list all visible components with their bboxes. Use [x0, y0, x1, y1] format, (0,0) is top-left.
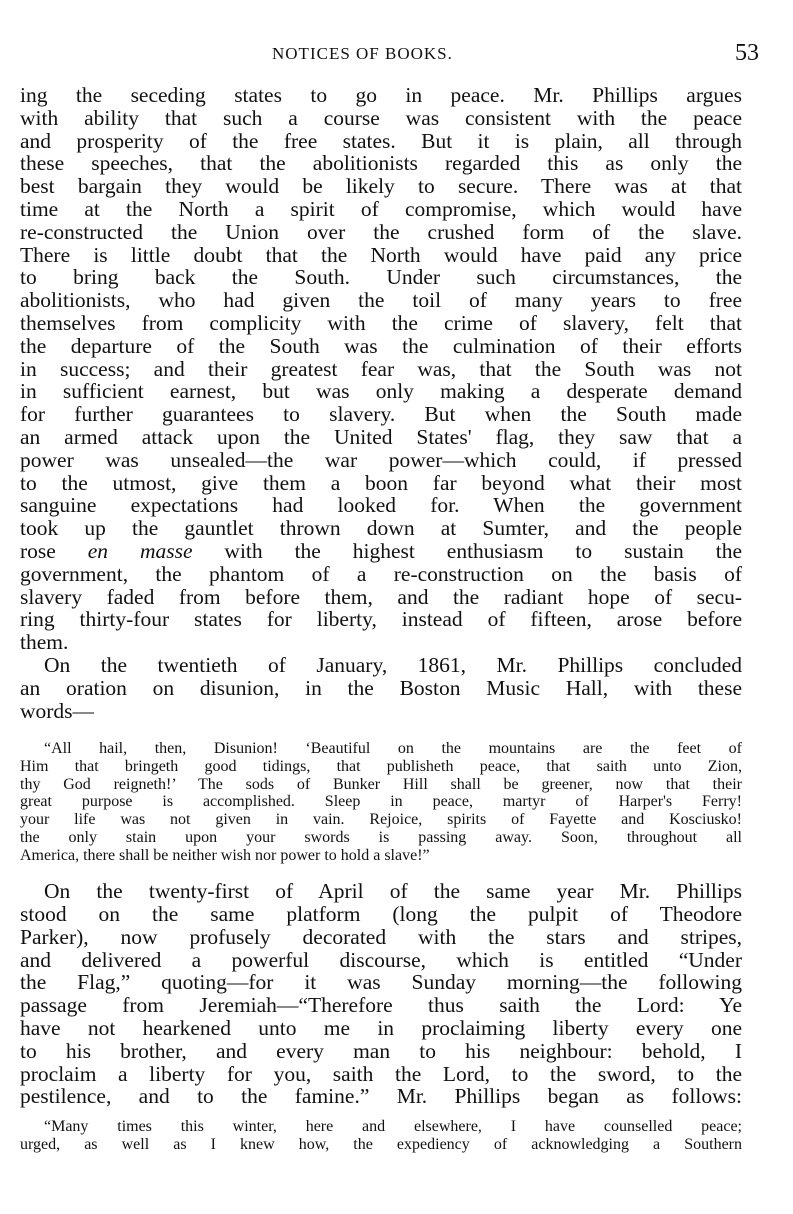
text-line: stood on the same platform (long the pulpit of Theodore: [20, 902, 742, 927]
quote-line: America, there shall be neither wish nor power to hold a slave!”: [20, 846, 430, 864]
text-line: to his brother, and every man to his neighbour: behold, I: [20, 1038, 742, 1063]
text-line: words—: [20, 698, 95, 723]
quote-line: the only stain upon your swords is passing away. Soon, throughout all: [20, 828, 742, 846]
running-title: NOTICES OF BOOKS.: [272, 44, 453, 63]
text-line: them.: [20, 630, 69, 655]
text-line: ing the seceding states to go in peace. Mr. Phillips argues: [20, 83, 742, 107]
quote-line: Him that bringeth good tidings, that publisheth peace, that saith unto Zion,: [20, 758, 742, 776]
running-head: [0, 40, 793, 70]
text-line: the departure of the South was the culmination of their efforts: [20, 333, 742, 358]
page-content: [20, 84, 742, 1154]
text-line: proclaim a liberty for you, saith the Lord, to the sword, to the: [20, 1061, 742, 1086]
quote-line: thy God reigneth!’ The sods of Bunker Hill shall be greener, now that their: [20, 775, 742, 793]
text-line: pestilence, and to the famine.” Mr. Phillips began as follows:: [20, 1084, 742, 1109]
text-line: ring thirty-four states for liberty, instead of fifteen, arose before: [20, 607, 742, 632]
text-line: slavery faded from before them, and the radiant hope of secu-: [20, 584, 742, 609]
text-line: in success; and their greatest fear was, that the South was not: [20, 356, 742, 381]
text-line: to the utmost, give them a boon far beyond what their most: [20, 470, 742, 495]
text-line: themselves from complicity with the crime of slavery, felt that: [20, 310, 742, 335]
text-line: and prosperity of the free states. But it is plain, all through: [20, 128, 742, 153]
text-line: with ability that such a course was consistent with the peace: [20, 105, 742, 130]
text-line-en-masse: [20, 540, 742, 563]
text-line: took up the gauntlet thrown down at Sumter, and the people: [20, 516, 742, 541]
text-line: in sufficient earnest, but was only making a desperate demand: [20, 379, 742, 404]
text-line: the Flag,” quoting—for it was Sunday morning—the following: [20, 970, 742, 995]
quote-line: urged, as well as I knew how, the expediency of acknowledging a Southern: [20, 1135, 742, 1153]
italic-phrase: en masse: [87, 538, 193, 563]
quote-line: “Many times this winter, here and elsewhere, I have counselled peace;: [44, 1118, 742, 1136]
text-line: these speeches, that the abolitionists regarded this as only the: [20, 151, 742, 176]
text-line: have not hearkened unto me in proclaiming liberty every one: [20, 1016, 742, 1041]
paragraph-2: [20, 654, 742, 722]
quote-line: great purpose is accomplished. Sleep in peace, martyr of Harper's Ferry!: [20, 793, 742, 811]
block-quote-disunion: [20, 740, 742, 864]
text-line: time at the North a spirit of compromise, which would have: [20, 196, 742, 221]
paragraph-1: [20, 84, 742, 654]
text-line: Parker), now profusely decorated with the stars and stripes,: [20, 924, 742, 949]
text-line: an armed attack upon the United States' flag, they saw that a: [20, 424, 742, 449]
block-quote-counselled-peace: [20, 1118, 742, 1153]
text-line: abolitionists, who had given the toil of many years to free: [20, 288, 742, 313]
text-line: On the twenty-first of April of the same year Mr. Phillips: [44, 879, 742, 904]
text-segment: with the highest enthusiasm to sustain the: [192, 538, 742, 563]
text-line: sanguine expectations had looked for. When the government: [20, 493, 742, 518]
text-line: re-constructed the Union over the crushed form of the slave.: [20, 219, 742, 244]
text-line: passage from Jeremiah—“Therefore thus saith the Lord: Ye: [20, 993, 742, 1018]
text-line: an oration on disunion, in the Boston Music Hall, with these: [20, 675, 742, 700]
quote-line: your life was not given in vain. Rejoice, spirits of Fayette and Kosciusko!: [20, 811, 742, 829]
text-line: There is little doubt that the North would have paid any price: [20, 242, 742, 267]
quote-line: “All hail, then, Disunion! ‘Beautiful on the mountains are the feet of: [44, 740, 742, 758]
page-number: 53: [735, 40, 759, 66]
text-segment: rose: [20, 538, 88, 563]
text-line: On the twentieth of January, 1861, Mr. Phillips concluded: [44, 652, 742, 677]
text-line: for further guarantees to slavery. But when the South made: [20, 402, 742, 427]
text-line: best bargain they would be likely to secure. There was at that: [20, 174, 742, 199]
text-line: power was unsealed—the war power—which could, if pressed: [20, 447, 742, 472]
text-line: and delivered a powerful discourse, which is entitled “Under: [20, 947, 742, 972]
paragraph-3: [20, 880, 742, 1108]
text-line: to bring back the South. Under such circumstances, the: [20, 265, 742, 290]
text-line: government, the phantom of a re-construction on the basis of: [20, 561, 742, 586]
